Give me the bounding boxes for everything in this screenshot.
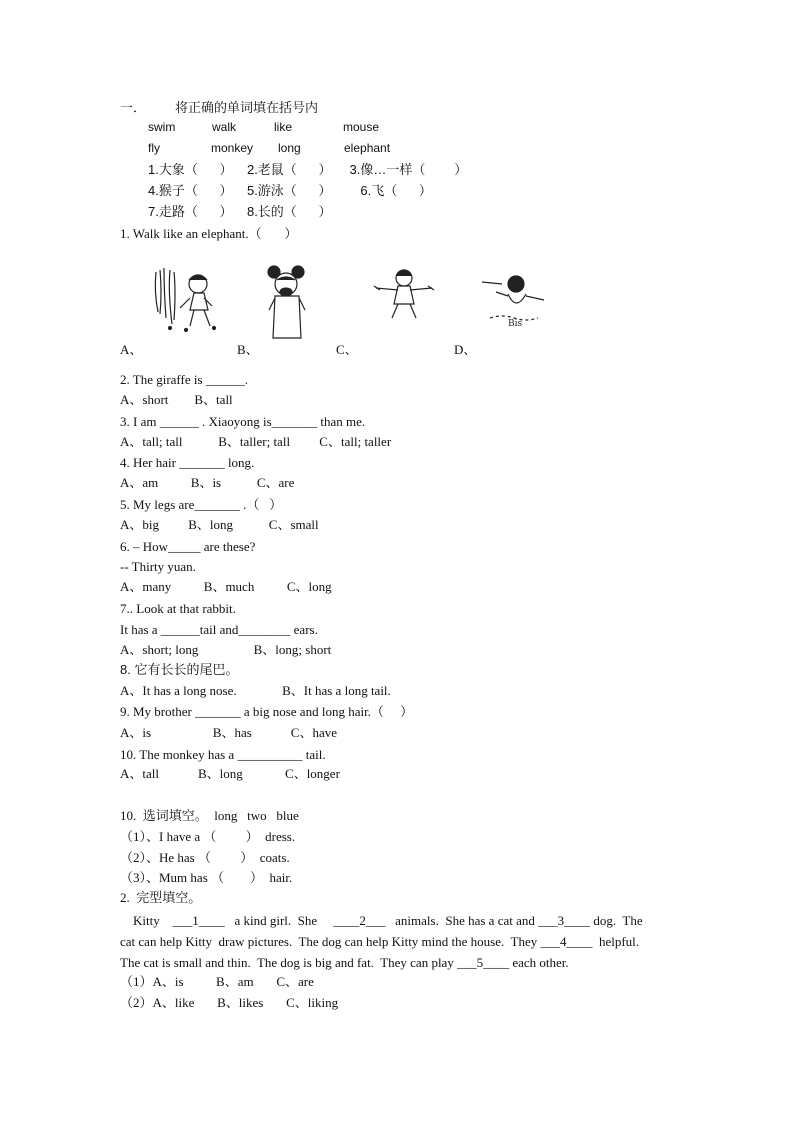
q1-option-a: A、 [120, 342, 143, 357]
section1-line2: 4.猴子（ ） 5.游泳（ ） 6.飞（ ） [148, 183, 432, 198]
word-bank-mouse: mouse [343, 120, 380, 134]
question-line: 6. – How_____ are these? [120, 539, 256, 554]
cloze-options-1: （1）A、is B、am C、are [120, 974, 314, 989]
question-line: A、am B、is C、are [120, 475, 295, 490]
section1-line3: 7.走路（ ） 8.长的（ ） [148, 204, 332, 219]
question-line: A、many B、much C、long [120, 579, 332, 594]
question-line: 8. 它有长长的尾巴。 [120, 662, 239, 677]
section1-line1: 1.大象（ ） 2.老鼠（ ） 3.像…一样（ ） [148, 162, 468, 177]
q1-text: 1. Walk like an elephant.（ ） [120, 226, 298, 241]
elephant-walk-picture [150, 262, 230, 334]
cloze-paragraph-line: cat can help Kitty draw pictures. The dog can help Kitty mind the house. They ___4____ helpful. [120, 934, 640, 949]
question-line: 4. Her hair _______ long. [120, 455, 255, 470]
word-bank-elephant: elephant [344, 141, 391, 155]
word-bank-long: long [278, 141, 301, 155]
word-bank-fly: fly [148, 141, 160, 155]
q1-option-c: C、 [336, 342, 358, 357]
question-line: 7.. Look at that rabbit. [120, 601, 236, 616]
section10-item: （1）、I have a （ ） dress. [120, 829, 296, 844]
word-bank-monkey: monkey [211, 141, 254, 155]
section1-number: 一． [120, 100, 147, 115]
section10-item: （3）、Mum has （ ） hair. [120, 870, 293, 885]
cloze-paragraph-line: Kitty ___1____ a kind girl. She ____2___ animals. She has a cat and ___3____ dog. The [120, 913, 643, 928]
question-line: A、is B、has C、have [120, 725, 338, 740]
q1-option-d: D、 [454, 342, 477, 357]
girl-flying-picture [372, 266, 436, 322]
cloze-title: 2. 完型填空。 [120, 890, 202, 905]
word-bank-like: like [274, 120, 293, 134]
question-line: 10. The monkey has a __________ tail. [120, 747, 326, 762]
question-line: A、tall B、long C、longer [120, 766, 340, 781]
cloze-paragraph-line: The cat is small and thin. The dog is big and fat. They can play ___5____ each other. [120, 955, 569, 970]
question-line: A、big B、long C、small [120, 517, 319, 532]
svg-text:Bis: Bis [508, 319, 523, 329]
boy-mouse-ears-picture [265, 262, 309, 342]
word-bank-swim: swim [148, 120, 176, 134]
word-bank-walk: walk [212, 120, 237, 134]
question-line: 3. I am ______ . Xiaoyong is_______ than me. [120, 414, 366, 429]
question-line: -- Thirty yuan. [120, 559, 196, 574]
question-line: 2. The giraffe is ______. [120, 372, 249, 387]
question-line: A、short; long B、long; short [120, 642, 332, 657]
question-line: It has a ______tail and________ ears. [120, 622, 318, 637]
q1-option-b: B、 [237, 342, 259, 357]
section10-item: （2）、He has （ ） coats. [120, 850, 290, 865]
girl-swimming-picture [480, 272, 552, 332]
section10-title: 10. 选词填空。 long two blue [120, 808, 299, 823]
cloze-options-2: （2）A、like B、likes C、liking [120, 995, 339, 1010]
question-line: A、tall; tall B、taller; tall C、tall; taller [120, 434, 392, 449]
question-line: 9. My brother _______ a big nose and long hair.（ ） [120, 704, 414, 719]
question-line: 5. My legs are_______ .（ ） [120, 497, 283, 512]
question-line: A、It has a long nose. B、It has a long tail. [120, 683, 391, 698]
question-line: A、short B、tall [120, 392, 233, 407]
section1-title: 将正确的单词填在括号内 [175, 100, 319, 115]
